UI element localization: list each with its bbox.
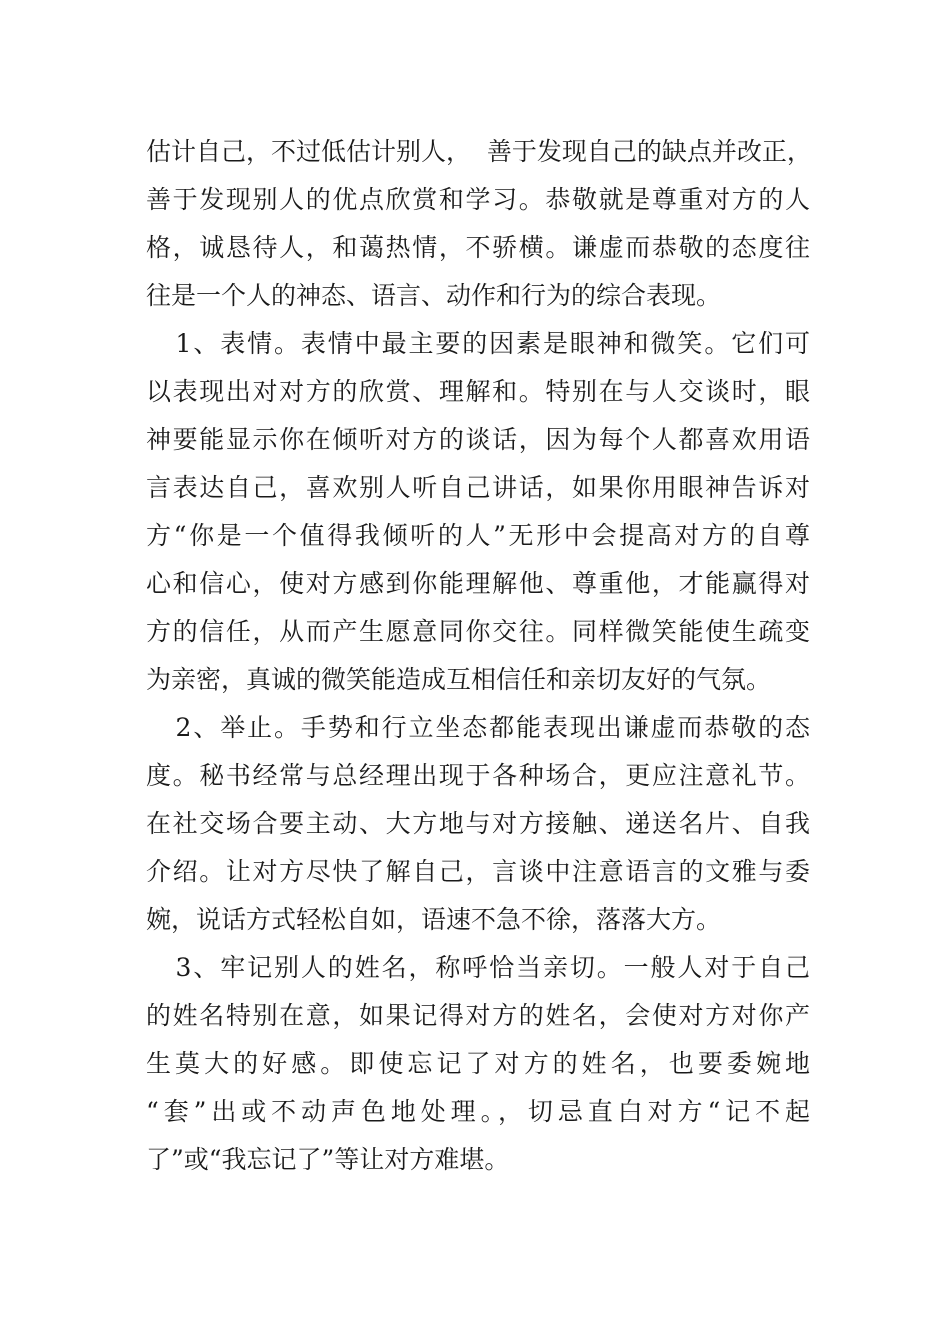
text-line: 度。秘书经常与总经理出现于各种场合，更应注意礼节。 (146, 761, 810, 790)
text-line: 心和信心，使对方感到你能理解他、尊重他，才能赢得对 (146, 569, 810, 598)
text-line: 估计自己，不过低估计别人， 善于发现自己的缺点并改正， (146, 137, 812, 166)
text-line: 格，诚恳待人，和蔼热情，不骄横。谦虚而恭敬的态度往 (146, 233, 810, 262)
text-line: 介绍。让对方尽快了解自己，言谈中注意语言的文雅与委 (146, 857, 810, 886)
text-line: 神要能显示你在倾听对方的谈话，因为每个人都喜欢用语 (146, 425, 810, 454)
text-line: 为亲密，真诚的微笑能造成互相信任和亲切友好的气氛。 (146, 665, 772, 694)
text-line: 以表现出对对方的欣赏、理解和。特别在与人交谈时，眼 (146, 377, 810, 406)
text-line: 往是一个人的神态、语言、动作和行为的综合表现。 (146, 281, 722, 310)
text-line: 3、牢记别人的姓名，称呼恰当亲切。一般人对于自己 (146, 953, 810, 982)
text-line: 方“你是一个值得我倾听的人”无形中会提高对方的自尊 (146, 521, 810, 550)
paragraph-4 (146, 944, 810, 1184)
text-line: 生莫大的好感。即使忘记了对方的姓名，也要委婉地 (146, 1049, 810, 1078)
text-line: 2、举止。手势和行立坐态都能表现出谦虚而恭敬的态 (146, 713, 810, 742)
text-line: “套”出或不动声色地处理。，切忌直白对方“记不起 (146, 1097, 810, 1126)
text-line: 言表达自己，喜欢别人听自己讲话，如果你用眼神告诉对 (146, 473, 810, 502)
text-line: 婉，说话方式轻松自如，语速不急不徐，落落大方。 (146, 905, 722, 934)
text-line: 善于发现别人的优点欣赏和学习。恭敬就是尊重对方的人 (146, 185, 810, 214)
text-line: 了”或“我忘记了”等让对方难堪。 (146, 1145, 510, 1174)
text-line: 1、表情。表情中最主要的因素是眼神和微笑。它们可 (146, 329, 810, 358)
body-text (146, 128, 810, 1184)
paragraph-2 (146, 320, 810, 704)
paragraph-3 (146, 704, 810, 944)
text-line: 方的信任，从而产生愿意同你交往。同样微笑能使生疏变 (146, 617, 810, 646)
paragraph-1 (146, 128, 810, 320)
text-line: 的姓名特别在意，如果记得对方的姓名，会使对方对你产 (146, 1001, 810, 1030)
text-line: 在社交场合要主动、大方地与对方接触、递送名片、自我 (146, 809, 810, 838)
